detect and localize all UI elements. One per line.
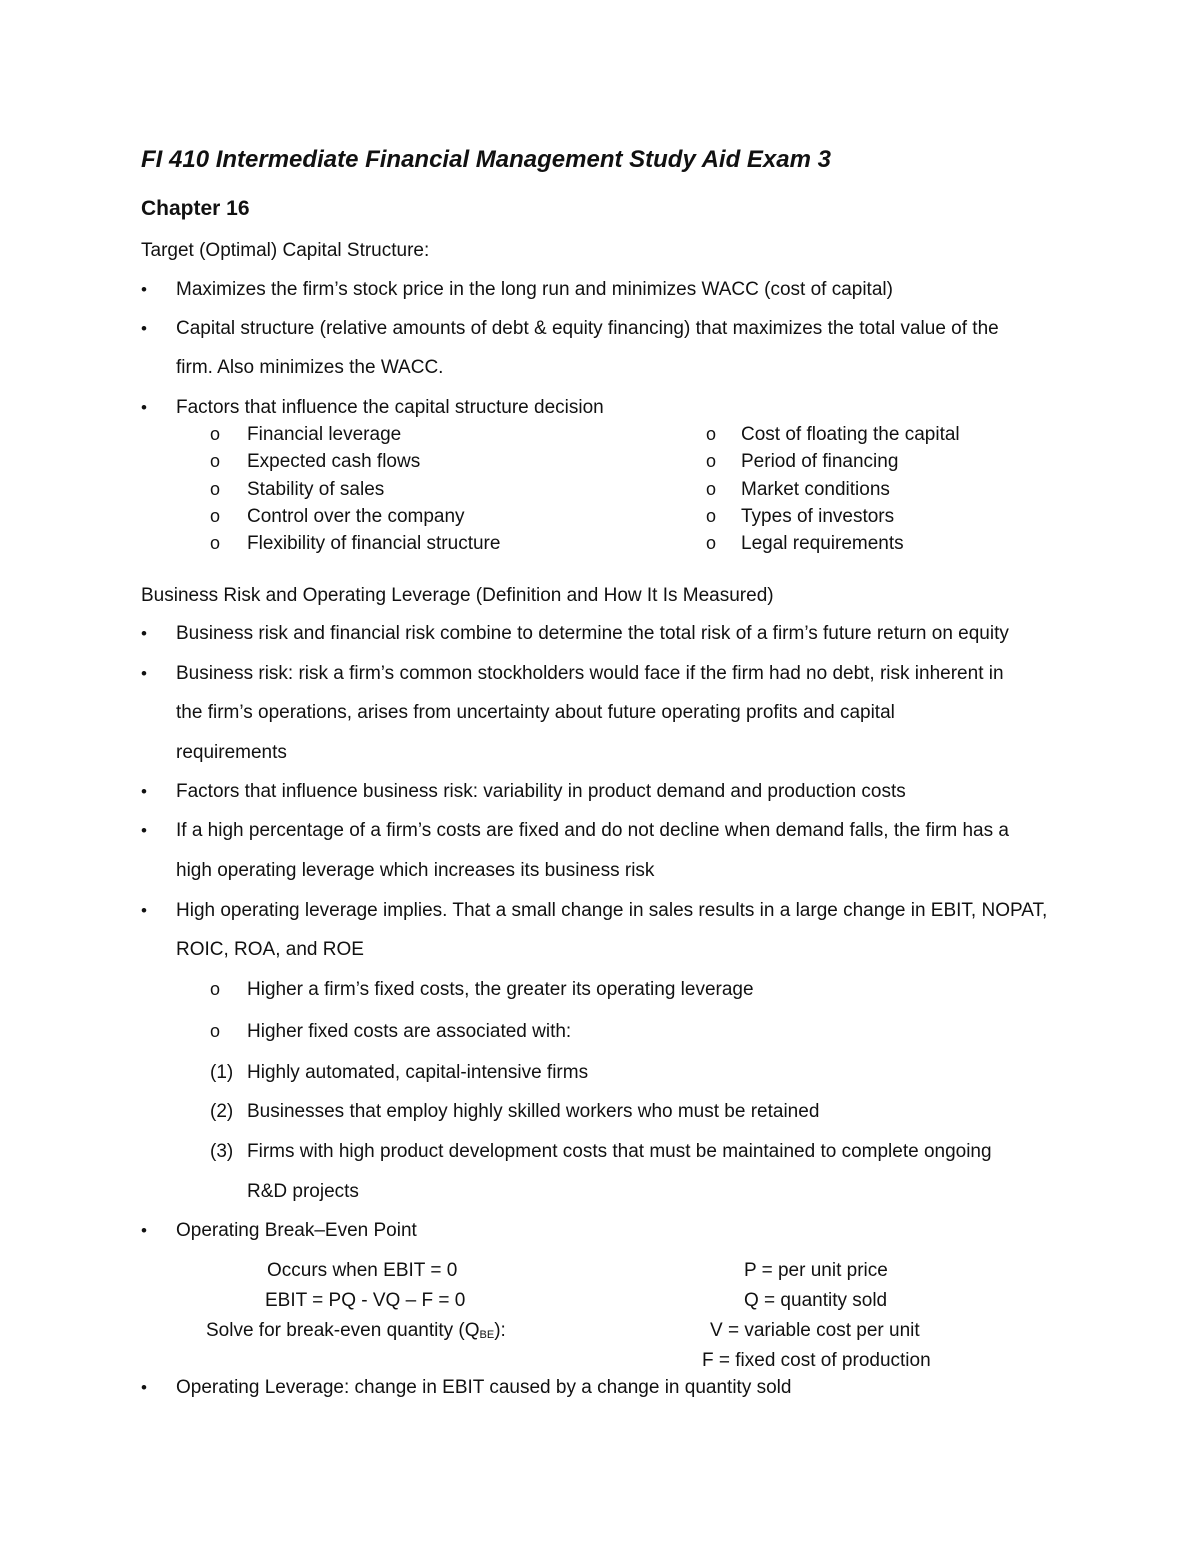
formula-subscript: BE — [479, 1329, 495, 1341]
formula-text: ): — [494, 1320, 506, 1341]
sub-bullet-icon: o — [706, 451, 717, 471]
bullet-icon: • — [141, 319, 147, 338]
variable-definition: F = fixed cost of production — [702, 1350, 931, 1371]
numbered-continuation: R&D projects — [247, 1181, 359, 1202]
item-number: (1) — [210, 1062, 234, 1083]
factor-text: Cost of floating the capital — [741, 424, 960, 445]
numbered-text: Firms with high product development costs that must be maintained to complete ongoing — [247, 1141, 992, 1162]
sub-bullet-icon: o — [210, 1021, 221, 1041]
factor-text: Stability of sales — [247, 479, 385, 500]
item-number: (2) — [210, 1101, 234, 1122]
sub-item-text: Higher a firm’s fixed costs, the greater its operating leverage — [247, 979, 754, 1000]
bullet-icon: • — [141, 1378, 147, 1397]
sub-bullet-icon: o — [210, 979, 221, 999]
factor-text: Legal requirements — [741, 533, 904, 554]
sub-bullet-icon: o — [706, 479, 717, 499]
bullet-continuation: firm. Also minimizes the WACC. — [176, 357, 444, 378]
bullet-icon: • — [141, 821, 147, 840]
bullet-text: Operating Leverage: change in EBIT caused by a change in quantity sold — [176, 1377, 792, 1398]
bullet-text: Business risk: risk a firm’s common stockholders would face if the firm had no debt, risk inherent in — [176, 663, 1004, 684]
bullet-icon: • — [141, 782, 147, 801]
bullet-continuation: the firm’s operations, arises from uncertainty about future operating profits and capital — [176, 702, 895, 723]
factor-text: Expected cash flows — [247, 451, 421, 472]
sub-bullet-icon: o — [706, 424, 717, 444]
variable-definition: P = per unit price — [744, 1260, 888, 1281]
factor-text: Control over the company — [247, 506, 465, 527]
sub-item-text: Higher fixed costs are associated with: — [247, 1021, 572, 1042]
sub-bullet-icon: o — [210, 479, 221, 499]
sub-bullet-icon: o — [210, 451, 221, 471]
bullet-text: Maximizes the firm’s stock price in the long run and minimizes WACC (cost of capital) — [176, 279, 893, 300]
numbered-text: Businesses that employ highly skilled workers who must be retained — [247, 1101, 820, 1122]
sub-bullet-icon: o — [706, 533, 717, 553]
bullet-icon: • — [141, 664, 147, 683]
formula-line: Occurs when EBIT = 0 — [267, 1260, 458, 1281]
factor-text: Period of financing — [741, 451, 899, 472]
factor-text: Types of investors — [741, 506, 895, 527]
chapter-heading: Chapter 16 — [141, 197, 250, 220]
bullet-icon: • — [141, 280, 147, 299]
variable-definition: Q = quantity sold — [744, 1290, 888, 1311]
bullet-text: If a high percentage of a firm’s costs are fixed and do not decline when demand falls, the firm has a — [176, 820, 1009, 841]
sub-bullet-icon: o — [210, 533, 221, 553]
formula-line — [206, 1321, 506, 1340]
bullet-continuation: high operating leverage which increases its business risk — [176, 860, 655, 881]
sub-bullet-icon: o — [706, 506, 717, 526]
bullet-continuation: ROIC, ROA, and ROE — [176, 939, 364, 960]
bullet-text: Factors that influence business risk: variability in product demand and production costs — [176, 781, 906, 802]
bullet-icon: • — [141, 1221, 147, 1240]
factor-text: Market conditions — [741, 479, 890, 500]
factor-text: Financial leverage — [247, 424, 402, 445]
section-heading-capital-structure: Target (Optimal) Capital Structure: — [141, 240, 430, 261]
bullet-text: Factors that influence the capital structure decision — [176, 397, 604, 418]
bullet-text: Capital structure (relative amounts of debt & equity financing) that maximizes the total value of the — [176, 318, 999, 339]
bullet-text: Business risk and financial risk combine to determine the total risk of a firm’s future return on equity — [176, 623, 1009, 644]
bullet-icon: • — [141, 624, 147, 643]
formula-text: Solve for break-even quantity (Q — [206, 1320, 480, 1341]
document-title: FI 410 Intermediate Financial Management Study Aid Exam 3 — [141, 146, 831, 173]
bullet-text: High operating leverage implies. That a small change in sales results in a large change in EBIT, NOPAT, — [176, 900, 1048, 921]
factor-text: Flexibility of financial structure — [247, 533, 501, 554]
bullet-icon: • — [141, 901, 147, 920]
bullet-icon: • — [141, 398, 147, 417]
variable-definition: V = variable cost per unit — [710, 1320, 920, 1341]
section-heading-business-risk: Business Risk and Operating Leverage (Definition and How It Is Measured) — [141, 585, 774, 606]
bullet-continuation: requirements — [176, 742, 287, 763]
item-number: (3) — [210, 1141, 234, 1162]
numbered-text: Highly automated, capital-intensive firms — [247, 1062, 589, 1083]
formula-line: EBIT = PQ - VQ – F = 0 — [265, 1290, 466, 1311]
sub-bullet-icon: o — [210, 424, 221, 444]
bullet-text: Operating Break–Even Point — [176, 1220, 417, 1241]
sub-bullet-icon: o — [210, 506, 221, 526]
